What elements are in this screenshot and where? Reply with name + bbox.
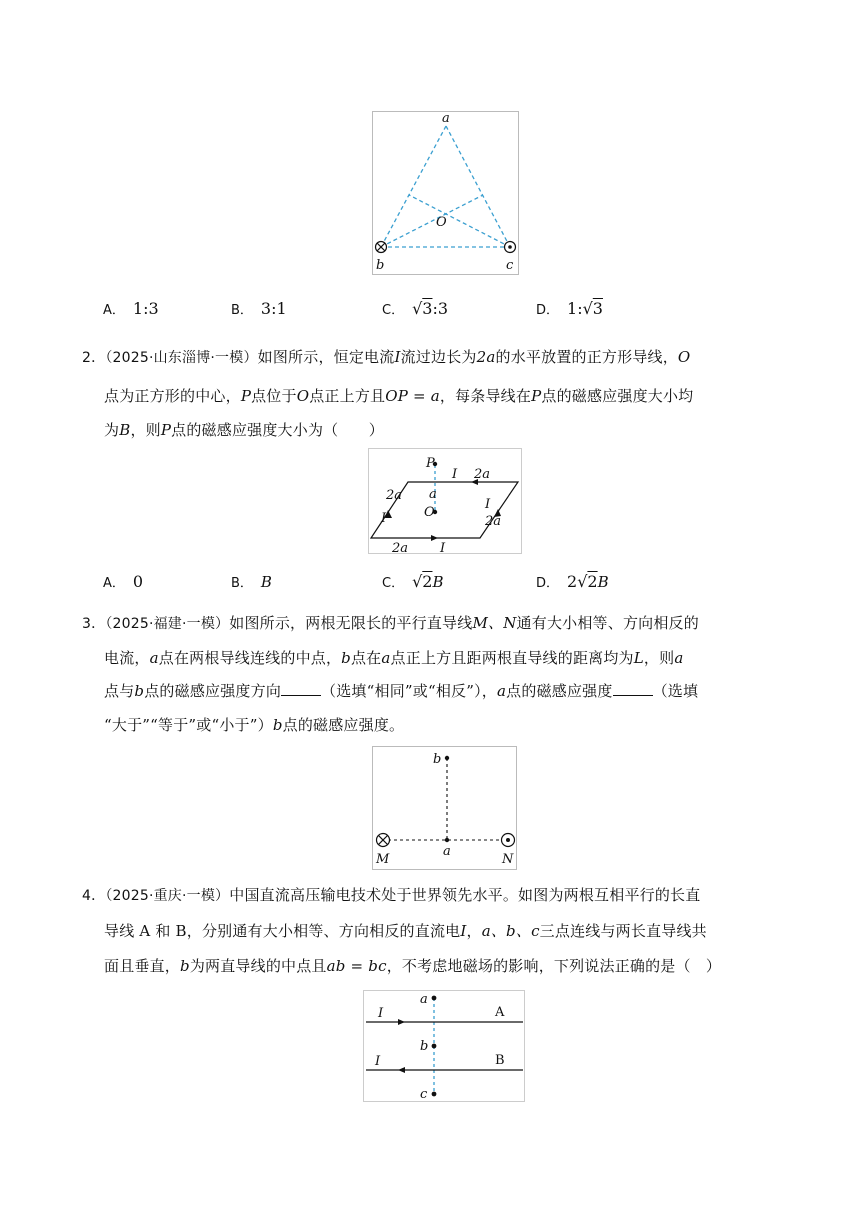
svg-text:I: I [452, 467, 458, 482]
current-out-of-page-icon [505, 242, 516, 253]
svg-text:I: I [375, 1054, 381, 1069]
q1-option-b[interactable]: B． 3:1 [231, 299, 287, 318]
q2-option-b[interactable]: B． B [231, 573, 272, 591]
svg-text:I: I [485, 497, 491, 512]
svg-text:2a: 2a [386, 488, 403, 503]
figure-frame [373, 112, 519, 275]
q3-line-1: 3．（2025·福建·一模）如图所示，两根无限长的平行直导线M、N通有大小相等、方向相反的 [82, 614, 699, 632]
point-a [432, 996, 437, 1001]
q2-option-c[interactable]: C． √2B [382, 572, 444, 591]
q2-line-3: 为B，则P点的磁感应强度大小为（ ） [104, 421, 384, 439]
svg-text:a: a [443, 844, 451, 859]
answer-blank-1[interactable] [281, 682, 321, 696]
q4-line-2: 导线 A 和 B，分别通有大小相等、方向相反的直流电I，a、b、c三点连线与两长直导线共 [104, 922, 707, 940]
q2-line-2: 点为正方形的中心，P点位于O点正上方且OP = a，每条导线在P点的磁感应强度大小均 [104, 387, 694, 405]
svg-text:c: c [420, 1087, 428, 1102]
svg-text:P: P [426, 456, 435, 471]
point-a [445, 838, 449, 842]
q3-line-2: 电流，a点在两根导线连线的中点，b点在a点正上方且距两根直导线的距离均为L，则a [104, 649, 684, 667]
label-c: c [506, 258, 514, 273]
q2-line-1: 2．（2025·山东淄博·一模）如图所示，恒定电流I流过边长为2a的水平放置的正方形导线，O [82, 348, 691, 366]
svg-text:O: O [424, 505, 435, 520]
svg-text:N: N [502, 852, 514, 867]
q3-line-4: “大于”“等于”或“小于”）b点的磁感应强度。 [104, 716, 405, 734]
figure-two-long-wires [363, 990, 526, 1102]
label-b: b [376, 258, 385, 273]
svg-text:b: b [420, 1039, 429, 1054]
arrow-left [398, 1067, 405, 1073]
figure-parallel-wires [372, 746, 518, 870]
svg-text:B: B [495, 1053, 505, 1068]
svg-text:a: a [420, 992, 428, 1007]
q4-line-3: 面且垂直，b为两直导线的中点且ab = bc，不考虑地磁场的影响，下列说法正确的是（ ） [104, 957, 722, 975]
q4-line-1: 4．（2025·重庆·一模）中国直流高压输电技术处于世界领先水平。如图为两根互相平行的长直 [82, 886, 701, 904]
svg-text:I: I [381, 511, 387, 526]
arrow-bottom-right [431, 535, 438, 541]
q3-line-3: 点与b点的磁感应强度方向 （选填“相同”或“相反”），a点的磁感应强度 （选填 [104, 682, 699, 700]
q2-option-a[interactable]: A． 0 [103, 572, 144, 591]
figure-square-loop [368, 448, 523, 554]
current-into-page-icon [377, 834, 390, 847]
svg-text:2a: 2a [485, 514, 502, 529]
arrow-right [398, 1019, 405, 1025]
q1-option-d[interactable]: D． 1:√3 [536, 299, 603, 318]
svg-text:a: a [429, 487, 437, 502]
svg-text:2a: 2a [474, 467, 491, 482]
current-into-page-icon [376, 242, 387, 253]
svg-text:A: A [495, 1005, 505, 1020]
answer-blank-2[interactable] [613, 682, 653, 696]
svg-text:M: M [376, 852, 390, 867]
figure-triangle [372, 111, 520, 275]
svg-text:I: I [378, 1006, 384, 1021]
q1-option-a[interactable]: A． 1:3 [103, 299, 159, 318]
svg-text:2a: 2a [392, 541, 409, 556]
q1-option-c[interactable]: C． √3:3 [382, 299, 449, 318]
point-c [432, 1092, 437, 1097]
label-a: a [442, 111, 450, 126]
point-b [445, 756, 449, 760]
q2-option-d[interactable]: D． 2√2B [536, 572, 609, 591]
label-o: O [436, 215, 447, 230]
point-b [432, 1044, 437, 1049]
current-out-of-page-icon [502, 834, 515, 847]
svg-text:I: I [440, 541, 446, 556]
svg-text:b: b [433, 752, 442, 767]
